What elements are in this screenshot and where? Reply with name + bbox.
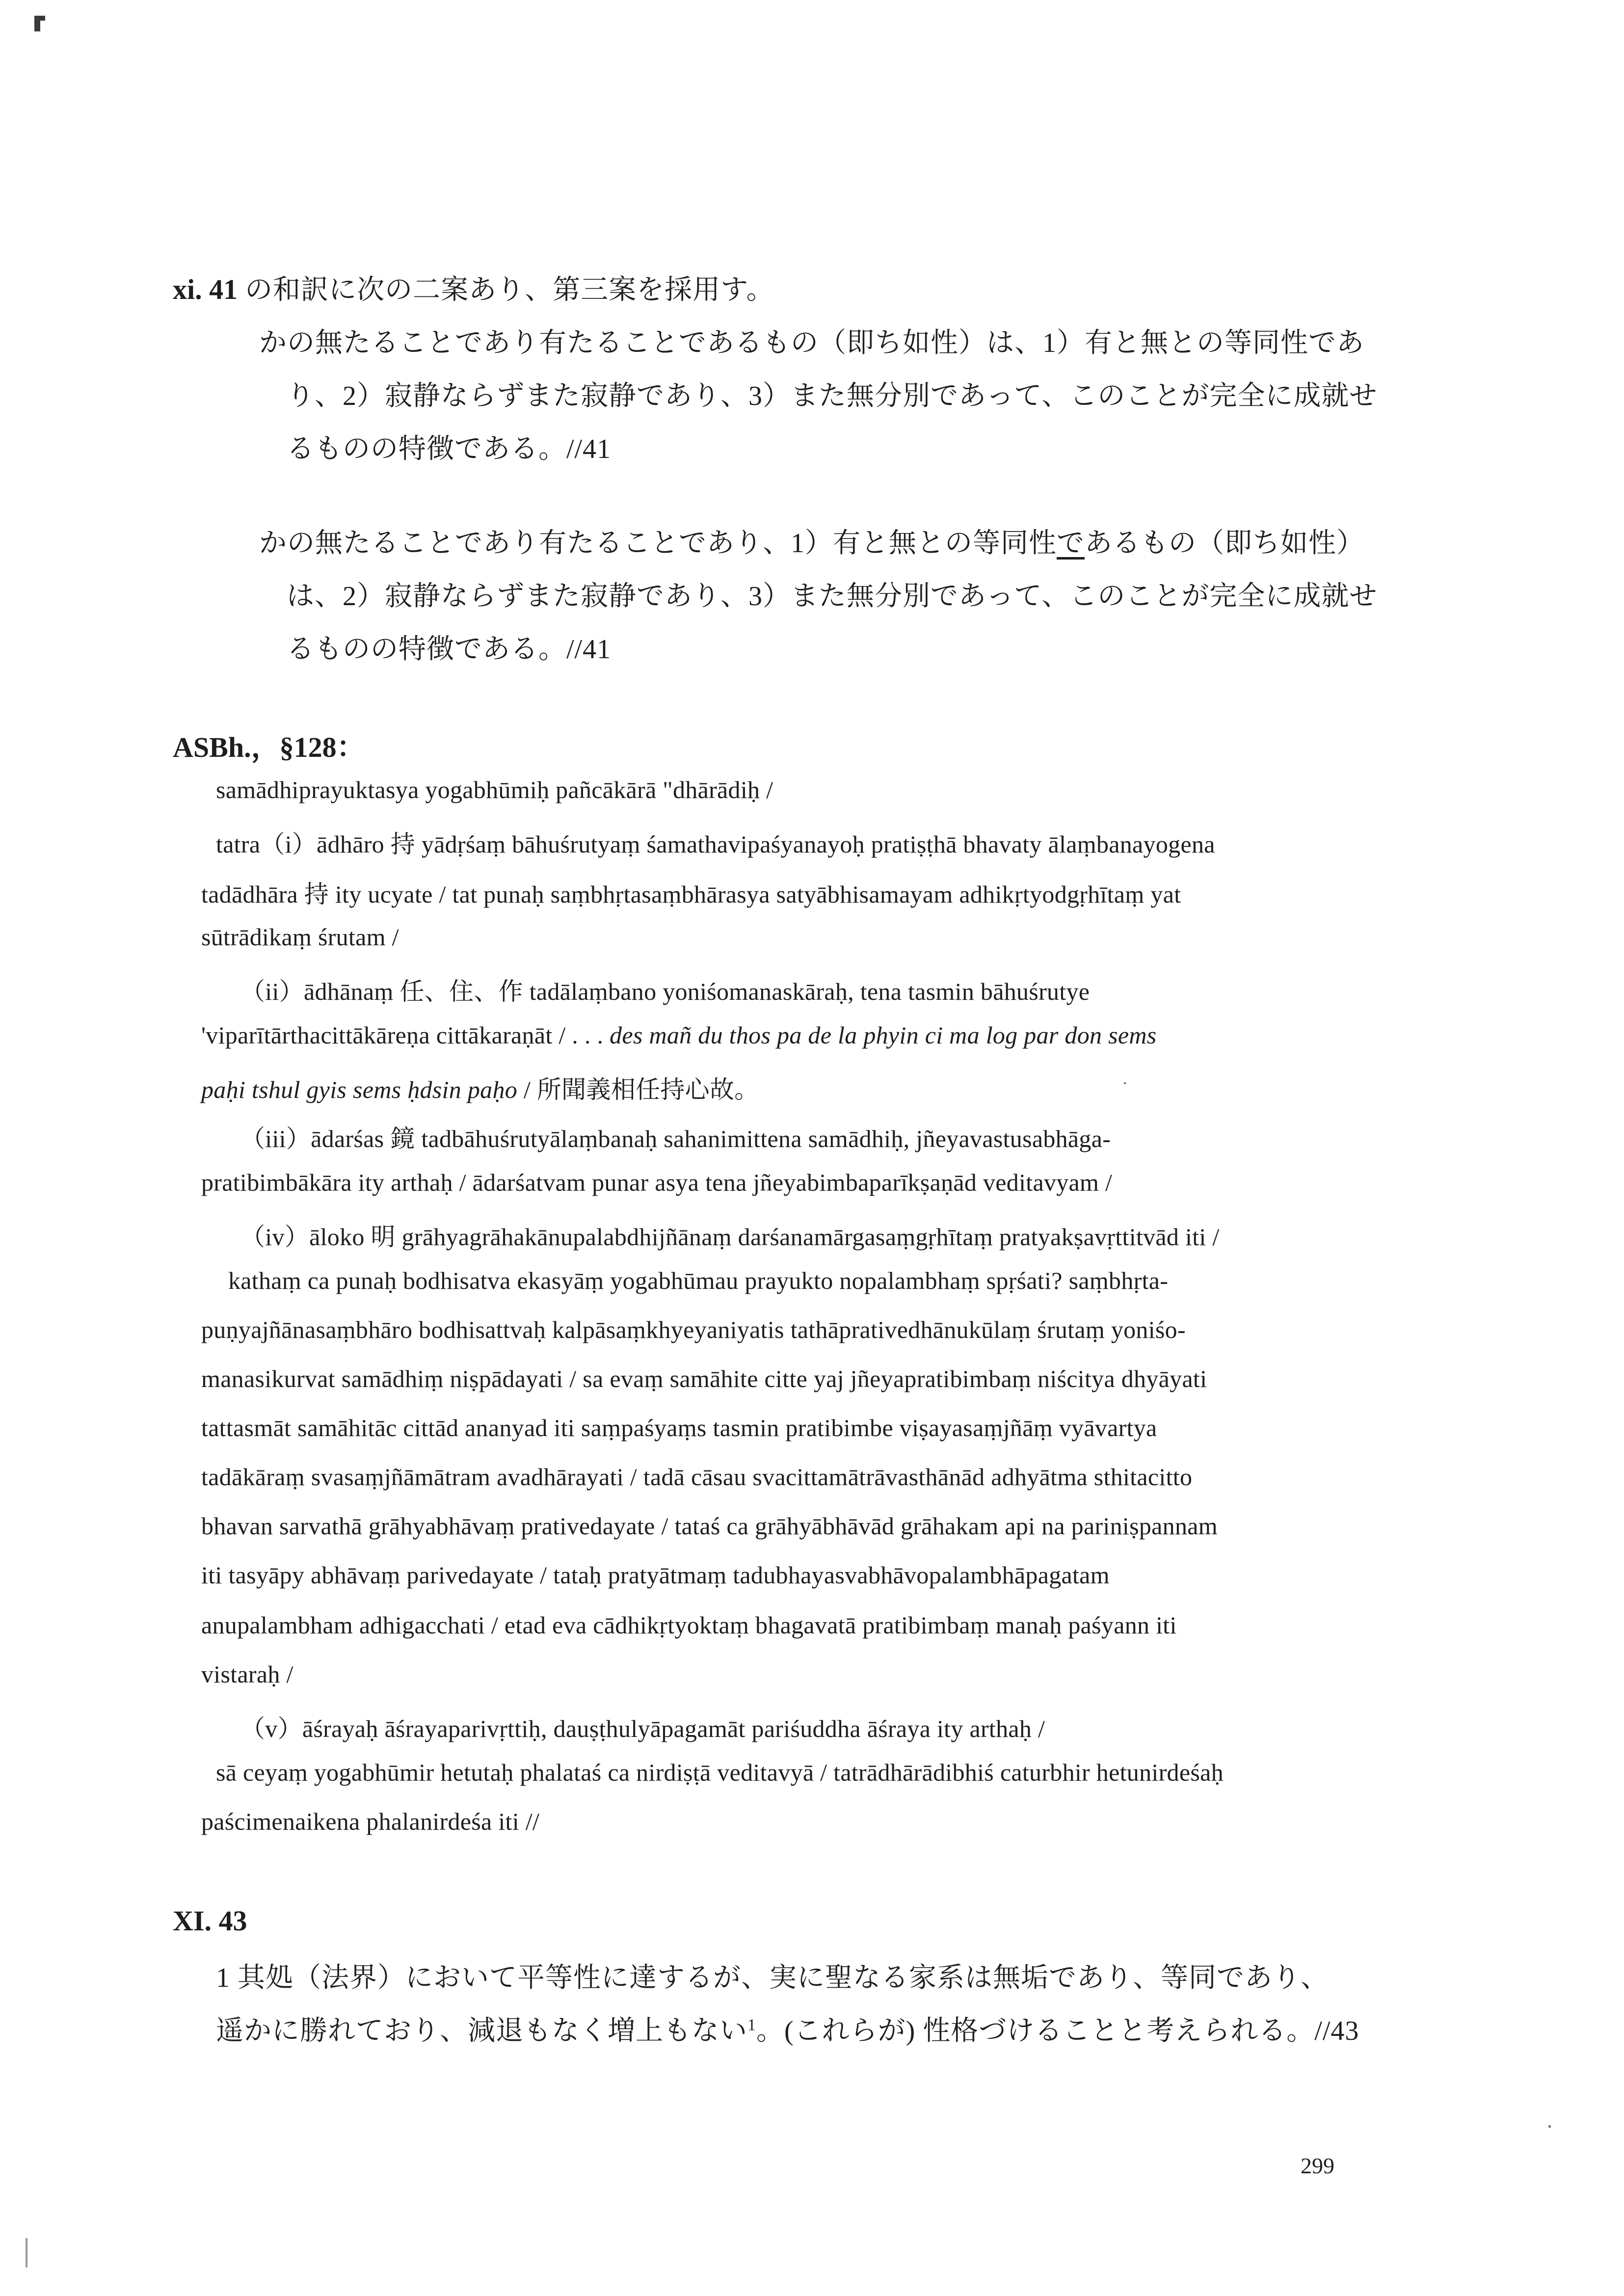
xi41-heading [173,268,774,307]
xi41-heading-text: の和訳に次の二案あり、第三案を採用す。 [238,275,774,305]
asbh-heading: ASBh.，§128： [173,731,365,763]
xi41-variant1-line2: り、2）寂静ならずまた寂静であり、3）また無分別であって、このことが完全に成就せ [287,381,1378,411]
asbh-line: puṇyajñānasaṃbhāro bodhisattvaḥ kalpāsaṃkhyeyaniyatis tathāprativedhānukūlaṃ śrutaṃ yoniśo- [201,1316,1186,1343]
asbh-line: pratibimbākāra ity arthaḥ / ādarśatvam punar asya tena jñeyabimbaparīkṣaṇād veditavyam / [201,1169,1113,1196]
asbh-line: （iii）ādarśas 鏡 tadbāhuśrutyālaṃbanaḥ sahanimittena samādhiḥ, jñeyavastusabhāga- [240,1125,1111,1152]
xi41-variant2-underlined: で [1057,528,1085,559]
asbh-line [201,1070,759,1105]
xi41-variant2-line1 [259,521,1364,561]
xi43-line2-b: 。(これらが) 性格づけることと考えられる。//43 [756,2016,1359,2046]
asbh-line: tadākāraṃ svasaṃjñāmātram avadhārayati / tadā cāsau svacittamātrāvasthānād adhyātma sthitacitto [201,1463,1193,1491]
xi43-line2-a: 遥かに勝れており、減退もなく増上もない [216,2016,747,2046]
scan-speck [1124,1082,1126,1084]
xi43-line1: 1 其処（法界）において平等性に達するが、実に聖なる家系は無垢であり、等同であり、 [216,1963,1329,1993]
asbh-line: （v）āśrayaḥ āśrayaparivṛttiḥ, dauṣṭhulyāpagamāt pariśuddha āśraya ity arthaḥ / [240,1715,1045,1742]
asbh-line: paścimenaikena phalanirdeśa iti // [201,1808,540,1835]
xi41-variant2-line1-a: かの無たることであり有たることであり、1）有と無との等同性 [259,528,1057,559]
asbh-line: （ii）ādhānaṃ 任、住、作 tadālaṃbano yoniśomanaskāraḥ, tena tasmin bāhuśrutye [240,978,1090,1005]
footnote-marker: 1 [747,2016,756,2034]
tibetan-text: des mañ du thos pa de la phyin ci ma log par don sems [610,1021,1157,1049]
xi41-heading-ref: xi. 41 [173,273,238,305]
scan-speck [26,2238,27,2268]
xi41-variant1-line1: かの無たることであり有たることであるもの（即ち如性）は、1）有と無との等同性であ [259,328,1364,358]
scan-corner-mark [34,16,45,31]
asbh-line: sā ceyaṃ yogabhūmir hetutaḥ phalataś ca nirdiṣṭā veditavyā / tatrādhārādibhiś caturbhir hetunirdeśaḥ [216,1759,1224,1786]
xi41-variant1-line3: るものの特徴である。//41 [287,434,612,464]
chinese-text: / 所聞義相任持心故。 [517,1076,759,1103]
asbh-line: kathaṃ ca punaḥ bodhisatva ekasyāṃ yogabhūmau prayukto nopalambhaṃ spṛśati? saṃbhṛta- [228,1267,1169,1294]
scan-speck [1548,2125,1551,2128]
xi41-variant2-line3: るものの特徴である。//41 [287,634,612,665]
asbh-line: anupalambham adhigacchati / etad eva cādhikṛtyoktaṃ bhagavatā pratibimbaṃ manaḥ paśyann iti [201,1611,1177,1639]
page-number: 299 [1301,2153,1334,2178]
asbh-line: tadādhāra 持 ity ucyate / tat punaḥ saṃbhṛtasaṃbhārasya satyābhisamayam adhikṛtyodgṛhītaṃ yat [201,881,1181,908]
asbh-line [201,1021,1157,1049]
asbh-line: tatra（i）ādhāro 持 yādṛśaṃ bāhuśrutyaṃ śamathavipaśyanayoḥ pratiṣṭhā bhavaty ālaṃbanayogena [216,830,1215,858]
asbh-line-part: 'viparītārthacittākāreṇa cittākaraṇāt / . . . [201,1021,610,1049]
tibetan-text: paḥi tshul gyis sems ḥdsin paḥo [201,1076,518,1103]
xi43-heading: XI. 43 [173,1905,247,1937]
asbh-line: bhavan sarvathā grāhyabhāvaṃ prativedayate / tataś ca grāhyābhāvād grāhakam api na pariniṣpannam [201,1512,1218,1540]
asbh-line: manasikurvat samādhiṃ niṣpādayati / sa evaṃ samāhite citte yaj jñeyapratibimbaṃ niścitya dhyāyati [201,1365,1207,1392]
asbh-line: （iv）āloko 明 grāhyagrāhakānupalabdhijñānaṃ darśanamārgasaṃgṛhītaṃ pratyakṣavṛttitvād iti / [240,1223,1220,1251]
asbh-line: tattasmāt samāhitāc cittād ananyad iti saṃpaśyaṃs tasmin pratibimbe viṣayasaṃjñāṃ vyāvartya [201,1414,1157,1442]
asbh-line: vistaraḥ / [201,1660,293,1688]
asbh-line: samādhiprayuktasya yogabhūmiḥ pañcākārā "dhārādiḥ / [216,776,773,803]
asbh-line: iti tasyāpy abhāvaṃ parivedayate / tataḥ pratyātmaṃ tadubhayasvabhāvopalambhāpagatam [201,1561,1110,1589]
xi41-variant2-line2: は、2）寂静ならずまた寂静であり、3）また無分別であって、このことが完全に成就せ [287,581,1378,612]
xi41-variant2-line1-b: あるもの（即ち如性） [1085,528,1364,559]
xi43-line2 [216,2009,1359,2048]
asbh-line: sūtrādikaṃ śrutam / [201,923,399,951]
